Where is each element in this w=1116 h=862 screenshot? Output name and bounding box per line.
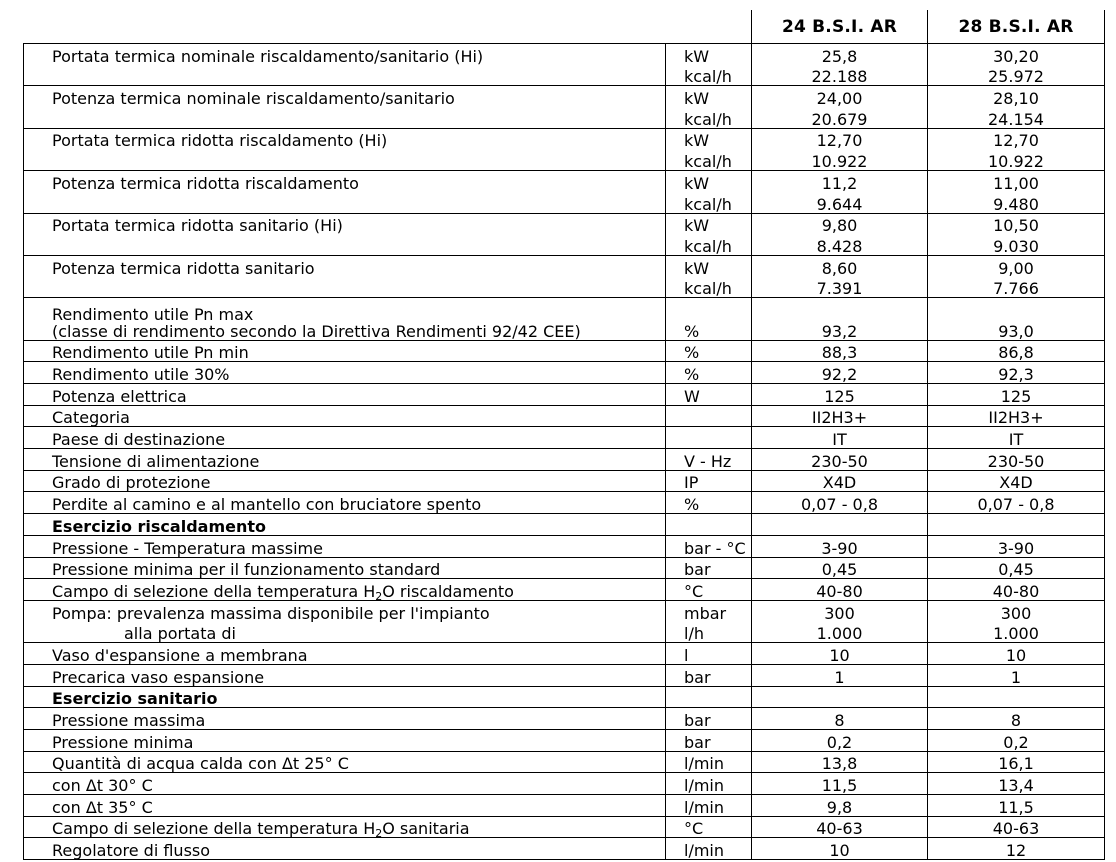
row-unit: kW [666, 213, 752, 234]
row-label-subscript: 2 [375, 827, 383, 838]
table-row [24, 449, 1105, 471]
value-28-bsi-ar: 8 [928, 708, 1105, 730]
spec-table-container [23, 10, 1104, 860]
value-28-bsi-ar: 13,4 [928, 773, 1105, 795]
value-28-bsi-ar: 24.154 [928, 107, 1105, 128]
value-24-bsi-ar: 0,07 - 0,8 [752, 492, 928, 514]
table-row [24, 795, 1105, 817]
table-row [24, 255, 1105, 276]
row-unit: kcal/h [666, 277, 752, 298]
row-unit: kW [666, 255, 752, 276]
value-28-bsi-ar: 10,50 [928, 213, 1105, 234]
value-28-bsi-ar [928, 686, 1105, 708]
row-unit: W [666, 384, 752, 406]
value-28-bsi-ar: 28,10 [928, 86, 1105, 107]
row-label: Perdite al camino e al mantello con bruciatore spento [24, 492, 666, 514]
row-label: Paese di destinazione [24, 427, 666, 449]
row-unit: l/min [666, 773, 752, 795]
value-24-bsi-ar: 9.644 [752, 192, 928, 213]
row-unit: kcal/h [666, 65, 752, 86]
value-28-bsi-ar: 300 [928, 600, 1105, 621]
value-24-bsi-ar: 10 [752, 643, 928, 665]
table-row [24, 622, 1105, 643]
row-label: con Δt 35° C [24, 795, 666, 817]
value-28-bsi-ar: 25.972 [928, 65, 1105, 86]
row-unit: bar [666, 557, 752, 579]
spec-table-body [24, 44, 1105, 860]
value-24-bsi-ar: 300 [752, 600, 928, 621]
value-28-bsi-ar: 9.480 [928, 192, 1105, 213]
value-28-bsi-ar: 9,00 [928, 255, 1105, 276]
section-heading: Esercizio sanitario [24, 686, 666, 708]
value-28-bsi-ar: 0,2 [928, 730, 1105, 752]
value-24-bsi-ar: 40-80 [752, 579, 928, 601]
value-24-bsi-ar: 7.391 [752, 277, 928, 298]
value-24-bsi-ar [752, 514, 928, 536]
value-28-bsi-ar: 92,3 [928, 362, 1105, 384]
row-label: Potenza termica ridotta riscaldamento [24, 171, 666, 192]
row-unit: °C [666, 579, 752, 601]
value-24-bsi-ar: 13,8 [752, 751, 928, 773]
row-label: Pompa: prevalenza massima disponibile per l'impianto [24, 600, 666, 621]
row-unit: bar [666, 664, 752, 686]
value-28-bsi-ar: 16,1 [928, 751, 1105, 773]
value-24-bsi-ar: 11,2 [752, 171, 928, 192]
row-label: Portata termica ridotta sanitario (Hi) [24, 213, 666, 234]
table-row [24, 298, 1105, 340]
value-24-bsi-ar: 40-63 [752, 816, 928, 838]
table-row [24, 128, 1105, 149]
row-unit: bar - °C [666, 535, 752, 557]
value-28-bsi-ar: 0,07 - 0,8 [928, 492, 1105, 514]
value-24-bsi-ar: 22.188 [752, 65, 928, 86]
row-label: Pressione minima per il funzionamento standard [24, 557, 666, 579]
value-24-bsi-ar: 8 [752, 708, 928, 730]
row-label: Quantità di acqua calda con Δt 25° C [24, 751, 666, 773]
value-24-bsi-ar: 12,70 [752, 128, 928, 149]
row-unit: V - Hz [666, 449, 752, 471]
row-unit: bar [666, 730, 752, 752]
row-label: Pressione - Temperatura massime [24, 535, 666, 557]
row-label: Potenza elettrica [24, 384, 666, 406]
row-label-subscript: 2 [375, 589, 383, 601]
row-label: Pressione massima [24, 708, 666, 730]
value-28-bsi-ar: 11,00 [928, 171, 1105, 192]
row-unit: kcal/h [666, 107, 752, 128]
value-28-bsi-ar: 230-50 [928, 449, 1105, 471]
value-24-bsi-ar [752, 686, 928, 708]
row-unit [666, 405, 752, 427]
row-unit: kcal/h [666, 149, 752, 170]
row-unit: % [666, 298, 752, 340]
table-row [24, 579, 1105, 601]
row-unit [666, 514, 752, 536]
value-28-bsi-ar: 9.030 [928, 234, 1105, 255]
row-label: Categoria [24, 405, 666, 427]
row-label-text: O sanitaria [382, 819, 470, 838]
row-unit: IP [666, 470, 752, 492]
row-unit: l [666, 643, 752, 665]
row-label [24, 298, 666, 340]
value-28-bsi-ar: 10 [928, 643, 1105, 665]
value-28-bsi-ar: X4D [928, 470, 1105, 492]
table-row [24, 838, 1105, 860]
table-row [24, 44, 1105, 65]
table-row [24, 427, 1105, 449]
table-row [24, 192, 1105, 213]
row-label: Pressione minima [24, 730, 666, 752]
row-label-line: Rendimento utile Pn max [52, 304, 254, 324]
value-28-bsi-ar: 12,70 [928, 128, 1105, 149]
value-28-bsi-ar: 125 [928, 384, 1105, 406]
row-unit: % [666, 362, 752, 384]
value-28-bsi-ar: 10.922 [928, 149, 1105, 170]
row-label: Portata termica ridotta riscaldamento (Hi) [24, 128, 666, 149]
value-24-bsi-ar: 125 [752, 384, 928, 406]
value-28-bsi-ar: 40-80 [928, 579, 1105, 601]
table-row [24, 686, 1105, 708]
value-24-bsi-ar: 0,2 [752, 730, 928, 752]
value-24-bsi-ar: 1.000 [752, 622, 928, 643]
table-row [24, 65, 1105, 86]
row-unit: kW [666, 128, 752, 149]
row-label [24, 234, 666, 255]
value-24-bsi-ar: 8.428 [752, 234, 928, 255]
table-row [24, 171, 1105, 192]
value-24-bsi-ar: 24,00 [752, 86, 928, 107]
value-28-bsi-ar: 11,5 [928, 795, 1105, 817]
row-unit: °C [666, 816, 752, 838]
value-24-bsi-ar: 93,2 [752, 298, 928, 340]
value-24-bsi-ar: 11,5 [752, 773, 928, 795]
row-label: alla portata di [24, 622, 666, 643]
value-24-bsi-ar: 1 [752, 664, 928, 686]
value-24-bsi-ar: 0,45 [752, 557, 928, 579]
row-label: Portata termica nominale riscaldamento/sanitario (Hi) [24, 44, 666, 65]
table-row [24, 730, 1105, 752]
table-row [24, 535, 1105, 557]
value-24-bsi-ar: 9,8 [752, 795, 928, 817]
header-blank [24, 10, 666, 44]
row-label [24, 277, 666, 298]
row-label: Vaso d'espansione a membrana [24, 643, 666, 665]
row-label [24, 65, 666, 86]
value-28-bsi-ar: 0,45 [928, 557, 1105, 579]
value-24-bsi-ar: II2H3+ [752, 405, 928, 427]
row-label: Tensione di alimentazione [24, 449, 666, 471]
row-label-text: Campo di selezione della temperatura H [52, 819, 376, 838]
value-28-bsi-ar: 86,8 [928, 340, 1105, 362]
table-row [24, 708, 1105, 730]
row-unit: kW [666, 86, 752, 107]
table-row [24, 405, 1105, 427]
table-row [24, 773, 1105, 795]
row-unit: l/min [666, 838, 752, 860]
value-28-bsi-ar [928, 514, 1105, 536]
model-header-28: 28 B.S.I. AR [928, 10, 1105, 44]
value-28-bsi-ar: 40-63 [928, 816, 1105, 838]
row-label [24, 192, 666, 213]
table-row [24, 514, 1105, 536]
header-row [24, 10, 1105, 44]
row-unit: l/min [666, 751, 752, 773]
row-unit: l/min [666, 795, 752, 817]
value-24-bsi-ar: 92,2 [752, 362, 928, 384]
value-24-bsi-ar: 25,8 [752, 44, 928, 65]
row-unit [666, 427, 752, 449]
section-heading: Esercizio riscaldamento [24, 514, 666, 536]
value-24-bsi-ar: 9,80 [752, 213, 928, 234]
table-row [24, 234, 1105, 255]
row-label [24, 149, 666, 170]
value-24-bsi-ar: 10 [752, 838, 928, 860]
row-unit: kcal/h [666, 234, 752, 255]
value-28-bsi-ar: 3-90 [928, 535, 1105, 557]
value-28-bsi-ar: 7.766 [928, 277, 1105, 298]
row-unit: % [666, 492, 752, 514]
row-unit: l/h [666, 622, 752, 643]
value-28-bsi-ar: II2H3+ [928, 405, 1105, 427]
value-24-bsi-ar: 88,3 [752, 340, 928, 362]
table-row [24, 600, 1105, 621]
table-row [24, 213, 1105, 234]
row-label: Grado di protezione [24, 470, 666, 492]
value-24-bsi-ar: X4D [752, 470, 928, 492]
value-24-bsi-ar: 10.922 [752, 149, 928, 170]
value-24-bsi-ar: IT [752, 427, 928, 449]
table-row [24, 470, 1105, 492]
model-header-24: 24 B.S.I. AR [752, 10, 928, 44]
value-28-bsi-ar: 30,20 [928, 44, 1105, 65]
row-unit: kcal/h [666, 192, 752, 213]
value-28-bsi-ar: 93,0 [928, 298, 1105, 340]
row-label: Rendimento utile 30% [24, 362, 666, 384]
row-label-text: Campo di selezione della temperatura H [52, 581, 376, 601]
row-unit: mbar [666, 600, 752, 621]
row-unit: bar [666, 708, 752, 730]
row-unit: kW [666, 44, 752, 65]
row-label: Potenza termica nominale riscaldamento/sanitario [24, 86, 666, 107]
table-row [24, 643, 1105, 665]
table-row [24, 362, 1105, 384]
row-label-text: O riscaldamento [382, 581, 514, 601]
row-label [24, 816, 666, 838]
table-row [24, 277, 1105, 298]
value-28-bsi-ar: 12 [928, 838, 1105, 860]
value-24-bsi-ar: 20.679 [752, 107, 928, 128]
value-24-bsi-ar: 3-90 [752, 535, 928, 557]
row-label: Regolatore di flusso [24, 838, 666, 860]
row-label: Rendimento utile Pn min [24, 340, 666, 362]
spec-table [23, 10, 1105, 860]
table-row [24, 492, 1105, 514]
header-blank-unit [666, 10, 752, 44]
table-row [24, 340, 1105, 362]
row-unit: kW [666, 171, 752, 192]
table-row [24, 816, 1105, 838]
row-label: Precarica vaso espansione [24, 664, 666, 686]
value-28-bsi-ar: 1.000 [928, 622, 1105, 643]
row-label: Potenza termica ridotta sanitario [24, 255, 666, 276]
value-28-bsi-ar: IT [928, 427, 1105, 449]
value-28-bsi-ar: 1 [928, 664, 1105, 686]
table-row [24, 751, 1105, 773]
row-unit [666, 686, 752, 708]
table-row [24, 107, 1105, 128]
row-label-line: (classe di rendimento secondo la Direttiva Rendimenti 92/42 CEE) [52, 321, 581, 341]
table-row [24, 664, 1105, 686]
row-label: con Δt 30° C [24, 773, 666, 795]
table-row [24, 86, 1105, 107]
value-24-bsi-ar: 8,60 [752, 255, 928, 276]
row-unit: % [666, 340, 752, 362]
table-row [24, 384, 1105, 406]
row-label [24, 107, 666, 128]
value-24-bsi-ar: 230-50 [752, 449, 928, 471]
table-row [24, 149, 1105, 170]
table-row [24, 557, 1105, 579]
row-label [24, 579, 666, 601]
